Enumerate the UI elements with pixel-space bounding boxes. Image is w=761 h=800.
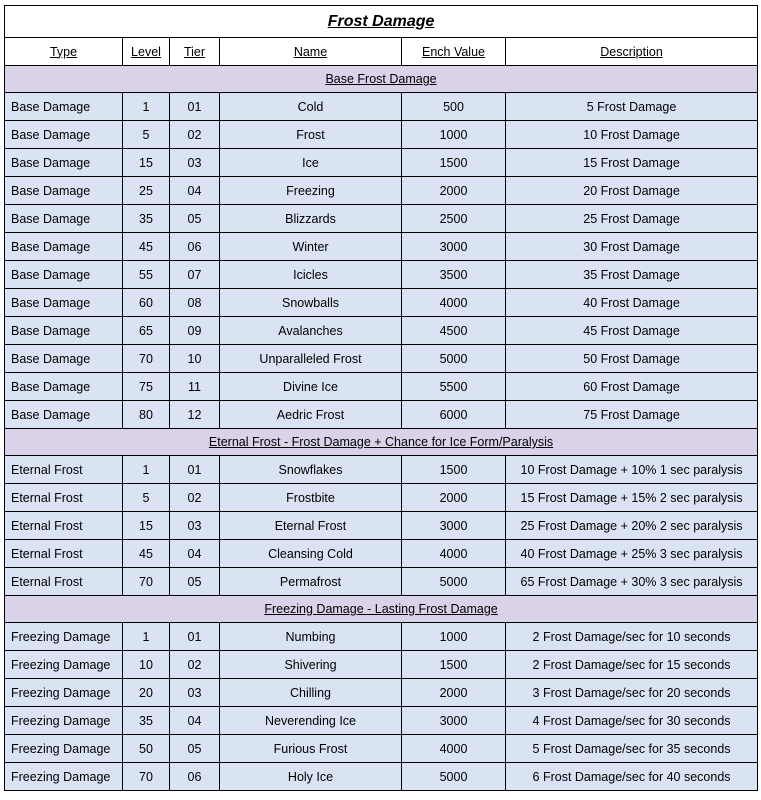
cell-description: 3 Frost Damage/sec for 20 seconds [506, 679, 758, 707]
title-row [5, 6, 758, 38]
section-title: Base Frost Damage [5, 66, 758, 93]
cell-type: Freezing Damage [5, 651, 123, 679]
cell-name: Blizzards [220, 205, 402, 233]
cell-tier: 06 [170, 233, 220, 261]
column-header-tier: Tier [170, 38, 220, 66]
cell-tier: 05 [170, 735, 220, 763]
cell-name: Freezing [220, 177, 402, 205]
cell-level: 55 [123, 261, 170, 289]
cell-level: 35 [123, 205, 170, 233]
cell-description: 45 Frost Damage [506, 317, 758, 345]
cell-description: 65 Frost Damage + 30% 3 sec paralysis [506, 568, 758, 596]
cell-tier: 02 [170, 651, 220, 679]
section-header-row [5, 66, 758, 93]
table-row [5, 540, 758, 568]
cell-level: 70 [123, 568, 170, 596]
cell-description: 60 Frost Damage [506, 373, 758, 401]
cell-description: 4 Frost Damage/sec for 30 seconds [506, 707, 758, 735]
cell-ench-value: 1000 [402, 121, 506, 149]
cell-tier: 07 [170, 261, 220, 289]
cell-level: 25 [123, 177, 170, 205]
table-row [5, 679, 758, 707]
cell-level: 70 [123, 763, 170, 791]
cell-description: 30 Frost Damage [506, 233, 758, 261]
cell-type: Base Damage [5, 317, 123, 345]
cell-level: 5 [123, 121, 170, 149]
cell-description: 2 Frost Damage/sec for 10 seconds [506, 623, 758, 651]
frost-damage-table [4, 5, 758, 791]
cell-tier: 09 [170, 317, 220, 345]
cell-description: 5 Frost Damage [506, 93, 758, 121]
cell-type: Eternal Frost [5, 540, 123, 568]
cell-type: Freezing Damage [5, 679, 123, 707]
table-row [5, 121, 758, 149]
table-row [5, 568, 758, 596]
cell-ench-value: 1500 [402, 651, 506, 679]
cell-level: 60 [123, 289, 170, 317]
cell-level: 10 [123, 651, 170, 679]
table-row [5, 93, 758, 121]
table-row [5, 149, 758, 177]
cell-tier: 04 [170, 707, 220, 735]
column-header-name: Name [220, 38, 402, 66]
cell-ench-value: 4000 [402, 735, 506, 763]
table-row [5, 512, 758, 540]
cell-level: 20 [123, 679, 170, 707]
cell-description: 2 Frost Damage/sec for 15 seconds [506, 651, 758, 679]
cell-tier: 05 [170, 568, 220, 596]
cell-tier: 01 [170, 456, 220, 484]
cell-ench-value: 2000 [402, 484, 506, 512]
cell-type: Eternal Frost [5, 456, 123, 484]
cell-tier: 03 [170, 149, 220, 177]
cell-name: Holy Ice [220, 763, 402, 791]
cell-level: 1 [123, 93, 170, 121]
cell-ench-value: 1000 [402, 623, 506, 651]
cell-tier: 10 [170, 345, 220, 373]
cell-tier: 04 [170, 177, 220, 205]
cell-description: 5 Frost Damage/sec for 35 seconds [506, 735, 758, 763]
cell-type: Base Damage [5, 289, 123, 317]
cell-ench-value: 4000 [402, 540, 506, 568]
cell-description: 25 Frost Damage + 20% 2 sec paralysis [506, 512, 758, 540]
table-row [5, 484, 758, 512]
table-row [5, 177, 758, 205]
cell-name: Neverending Ice [220, 707, 402, 735]
cell-name: Unparalleled Frost [220, 345, 402, 373]
section-title: Freezing Damage - Lasting Frost Damage [5, 596, 758, 623]
cell-ench-value: 5500 [402, 373, 506, 401]
cell-name: Numbing [220, 623, 402, 651]
cell-tier: 04 [170, 540, 220, 568]
cell-type: Eternal Frost [5, 512, 123, 540]
table-row [5, 763, 758, 791]
table-row [5, 401, 758, 429]
cell-type: Base Damage [5, 233, 123, 261]
table-row [5, 735, 758, 763]
cell-ench-value: 4500 [402, 317, 506, 345]
cell-level: 45 [123, 540, 170, 568]
cell-name: Chilling [220, 679, 402, 707]
cell-type: Base Damage [5, 121, 123, 149]
table-row [5, 289, 758, 317]
cell-level: 1 [123, 456, 170, 484]
cell-level: 15 [123, 512, 170, 540]
cell-ench-value: 5000 [402, 345, 506, 373]
cell-ench-value: 500 [402, 93, 506, 121]
table-row [5, 373, 758, 401]
cell-name: Furious Frost [220, 735, 402, 763]
cell-description: 10 Frost Damage + 10% 1 sec paralysis [506, 456, 758, 484]
cell-tier: 08 [170, 289, 220, 317]
cell-level: 80 [123, 401, 170, 429]
cell-tier: 12 [170, 401, 220, 429]
cell-description: 40 Frost Damage [506, 289, 758, 317]
cell-type: Freezing Damage [5, 623, 123, 651]
cell-ench-value: 2500 [402, 205, 506, 233]
cell-level: 50 [123, 735, 170, 763]
cell-tier: 01 [170, 623, 220, 651]
cell-ench-value: 3000 [402, 233, 506, 261]
cell-ench-value: 1500 [402, 149, 506, 177]
cell-description: 35 Frost Damage [506, 261, 758, 289]
cell-tier: 02 [170, 121, 220, 149]
cell-level: 70 [123, 345, 170, 373]
cell-description: 15 Frost Damage + 15% 2 sec paralysis [506, 484, 758, 512]
cell-description: 40 Frost Damage + 25% 3 sec paralysis [506, 540, 758, 568]
cell-description: 15 Frost Damage [506, 149, 758, 177]
cell-level: 15 [123, 149, 170, 177]
cell-ench-value: 3000 [402, 707, 506, 735]
cell-description: 75 Frost Damage [506, 401, 758, 429]
cell-type: Eternal Frost [5, 484, 123, 512]
cell-ench-value: 4000 [402, 289, 506, 317]
cell-type: Base Damage [5, 345, 123, 373]
cell-ench-value: 2000 [402, 679, 506, 707]
cell-type: Base Damage [5, 177, 123, 205]
cell-name: Snowflakes [220, 456, 402, 484]
column-header-level: Level [123, 38, 170, 66]
cell-name: Icicles [220, 261, 402, 289]
cell-type: Eternal Frost [5, 568, 123, 596]
cell-description: 25 Frost Damage [506, 205, 758, 233]
cell-type: Base Damage [5, 261, 123, 289]
section-title: Eternal Frost - Frost Damage + Chance for Ice Form/Paralysis [5, 429, 758, 456]
section-header-row [5, 596, 758, 623]
cell-tier: 03 [170, 512, 220, 540]
cell-tier: 11 [170, 373, 220, 401]
cell-description: 10 Frost Damage [506, 121, 758, 149]
cell-ench-value: 5000 [402, 763, 506, 791]
cell-tier: 01 [170, 93, 220, 121]
cell-level: 35 [123, 707, 170, 735]
cell-tier: 02 [170, 484, 220, 512]
table-row [5, 623, 758, 651]
table-row [5, 233, 758, 261]
cell-type: Base Damage [5, 93, 123, 121]
table-row [5, 456, 758, 484]
cell-tier: 03 [170, 679, 220, 707]
cell-description: 6 Frost Damage/sec for 40 seconds [506, 763, 758, 791]
table-row [5, 345, 758, 373]
cell-ench-value: 6000 [402, 401, 506, 429]
column-header-ench-value: Ench Value [402, 38, 506, 66]
cell-ench-value: 2000 [402, 177, 506, 205]
cell-type: Base Damage [5, 401, 123, 429]
cell-level: 5 [123, 484, 170, 512]
table-row [5, 651, 758, 679]
table-row [5, 261, 758, 289]
cell-type: Base Damage [5, 149, 123, 177]
header-row [5, 38, 758, 66]
column-header-description: Description [506, 38, 758, 66]
cell-name: Divine Ice [220, 373, 402, 401]
cell-name: Winter [220, 233, 402, 261]
table-row [5, 707, 758, 735]
cell-description: 50 Frost Damage [506, 345, 758, 373]
cell-level: 45 [123, 233, 170, 261]
column-header-type: Type [5, 38, 123, 66]
cell-name: Shivering [220, 651, 402, 679]
cell-name: Avalanches [220, 317, 402, 345]
cell-name: Cleansing Cold [220, 540, 402, 568]
cell-type: Freezing Damage [5, 735, 123, 763]
cell-name: Eternal Frost [220, 512, 402, 540]
cell-name: Permafrost [220, 568, 402, 596]
table-title: Frost Damage [5, 6, 758, 38]
cell-name: Frost [220, 121, 402, 149]
cell-type: Freezing Damage [5, 707, 123, 735]
cell-level: 1 [123, 623, 170, 651]
cell-ench-value: 3500 [402, 261, 506, 289]
cell-name: Cold [220, 93, 402, 121]
cell-tier: 06 [170, 763, 220, 791]
cell-description: 20 Frost Damage [506, 177, 758, 205]
cell-tier: 05 [170, 205, 220, 233]
cell-name: Frostbite [220, 484, 402, 512]
cell-level: 65 [123, 317, 170, 345]
cell-ench-value: 1500 [402, 456, 506, 484]
cell-name: Aedric Frost [220, 401, 402, 429]
cell-type: Base Damage [5, 205, 123, 233]
cell-type: Freezing Damage [5, 763, 123, 791]
table-row [5, 317, 758, 345]
cell-ench-value: 3000 [402, 512, 506, 540]
cell-name: Ice [220, 149, 402, 177]
cell-level: 75 [123, 373, 170, 401]
section-header-row [5, 429, 758, 456]
table-row [5, 205, 758, 233]
cell-type: Base Damage [5, 373, 123, 401]
cell-ench-value: 5000 [402, 568, 506, 596]
cell-name: Snowballs [220, 289, 402, 317]
